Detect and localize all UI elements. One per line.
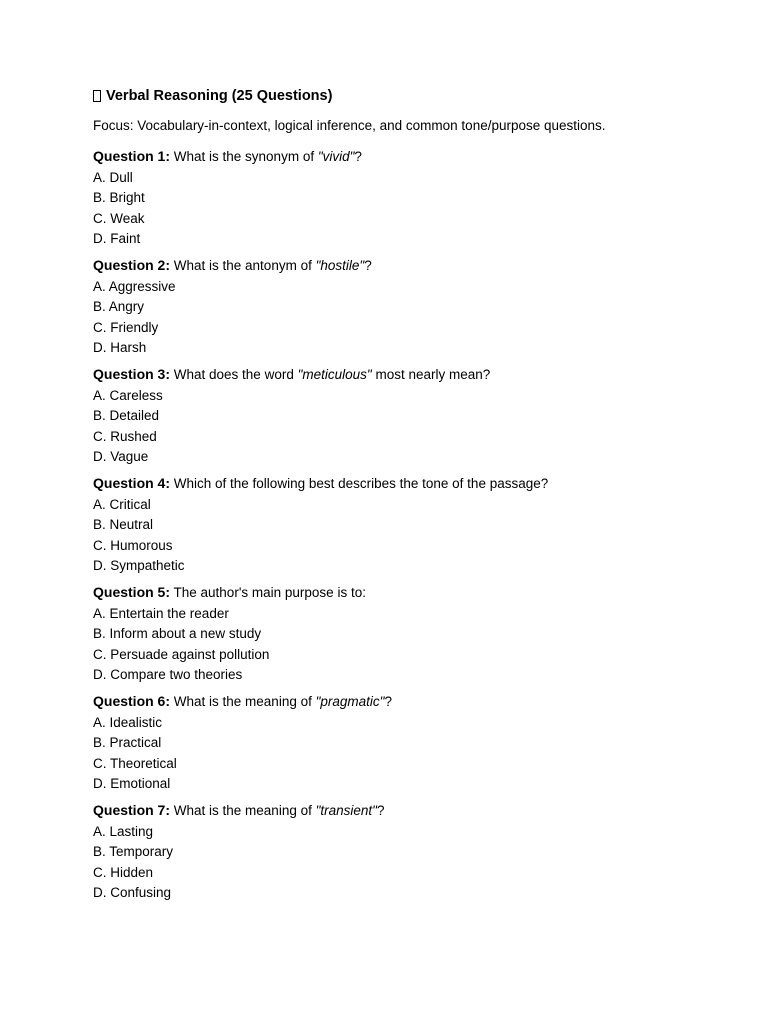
question-keyword: "transient"	[315, 803, 377, 818]
question-suffix: most nearly mean?	[371, 367, 491, 382]
question-block	[93, 692, 713, 793]
answer-option: C. Humorous	[93, 537, 173, 553]
question-block	[93, 256, 713, 357]
question-block	[93, 147, 713, 248]
question-block	[93, 474, 713, 575]
answer-option: A. Critical	[93, 496, 151, 512]
answer-option: C. Theoretical	[93, 755, 177, 771]
answer-option: D. Emotional	[93, 776, 171, 791]
question-prompt: Which of the following best describes the tone of the passage?	[170, 476, 549, 491]
answer-option: D. Faint	[93, 231, 141, 246]
question-keyword: "hostile"	[315, 258, 365, 273]
answer-option: B. Practical	[93, 735, 162, 750]
answer-option: C. Rushed	[93, 428, 157, 444]
question-label: Question 2:	[93, 257, 171, 273]
section-title-text: Verbal Reasoning (25 Questions)	[106, 88, 333, 104]
question-suffix: ?	[384, 694, 392, 709]
answer-option: C. Persuade against pollution	[93, 646, 270, 662]
question-block	[93, 583, 713, 684]
answer-option: D. Sympathetic	[93, 558, 185, 573]
question-block	[93, 801, 713, 902]
answer-option: A. Lasting	[93, 823, 154, 839]
question-prompt: What does the word	[170, 367, 298, 382]
question-suffix: ?	[376, 803, 385, 818]
answer-option: A. Entertain the reader	[93, 605, 229, 621]
question-label: Question 7:	[93, 802, 171, 818]
question-text	[93, 147, 713, 166]
question-label: Question 1:	[93, 148, 171, 164]
answer-option: B. Angry	[93, 299, 145, 314]
answer-option: A. Dull	[93, 169, 133, 185]
answer-option: C. Weak	[93, 210, 145, 226]
question-text	[93, 692, 713, 711]
question-prompt: What is the antonym of	[170, 258, 316, 273]
question-text	[93, 256, 713, 275]
answer-option: B. Neutral	[93, 517, 154, 532]
answer-option: A. Idealistic	[93, 714, 163, 730]
question-suffix: ?	[364, 258, 372, 273]
question-prompt: What is the synonym of	[170, 149, 318, 164]
question-list	[93, 147, 713, 902]
answer-option: C. Friendly	[93, 319, 159, 335]
question-keyword: "vivid"	[317, 149, 355, 164]
question-prompt: The author's main purpose is to:	[170, 585, 366, 600]
focus-description: Focus: Vocabulary-in-context, logical inference, and common tone/purpose questions.	[93, 118, 606, 133]
answer-option: D. Confusing	[93, 885, 172, 900]
answer-option: D. Harsh	[93, 340, 147, 355]
missing-glyph-icon	[93, 90, 101, 102]
answer-option: B. Temporary	[93, 844, 174, 859]
document-page	[93, 86, 713, 910]
question-block	[93, 365, 713, 466]
question-prompt: What is the meaning of	[170, 803, 316, 818]
question-suffix: ?	[354, 149, 362, 164]
question-text	[93, 365, 713, 384]
question-keyword: "pragmatic"	[315, 694, 385, 709]
question-keyword: "meticulous"	[297, 367, 372, 382]
question-text	[93, 583, 713, 602]
question-text	[93, 474, 713, 493]
section-title	[93, 86, 713, 106]
question-prompt: What is the meaning of	[170, 694, 316, 709]
question-label: Question 4:	[93, 475, 171, 491]
answer-option: B. Inform about a new study	[93, 626, 262, 641]
answer-option: B. Bright	[93, 190, 145, 205]
answer-option: A. Careless	[93, 387, 163, 403]
answer-option: B. Detailed	[93, 408, 160, 423]
question-label: Question 5:	[93, 584, 171, 600]
answer-option: D. Compare two theories	[93, 667, 243, 682]
answer-option: C. Hidden	[93, 864, 154, 880]
answer-option: D. Vague	[93, 449, 149, 464]
question-text	[93, 801, 713, 820]
answer-option: A. Aggressive	[93, 278, 176, 294]
question-label: Question 6:	[93, 693, 171, 709]
question-label: Question 3:	[93, 366, 171, 382]
